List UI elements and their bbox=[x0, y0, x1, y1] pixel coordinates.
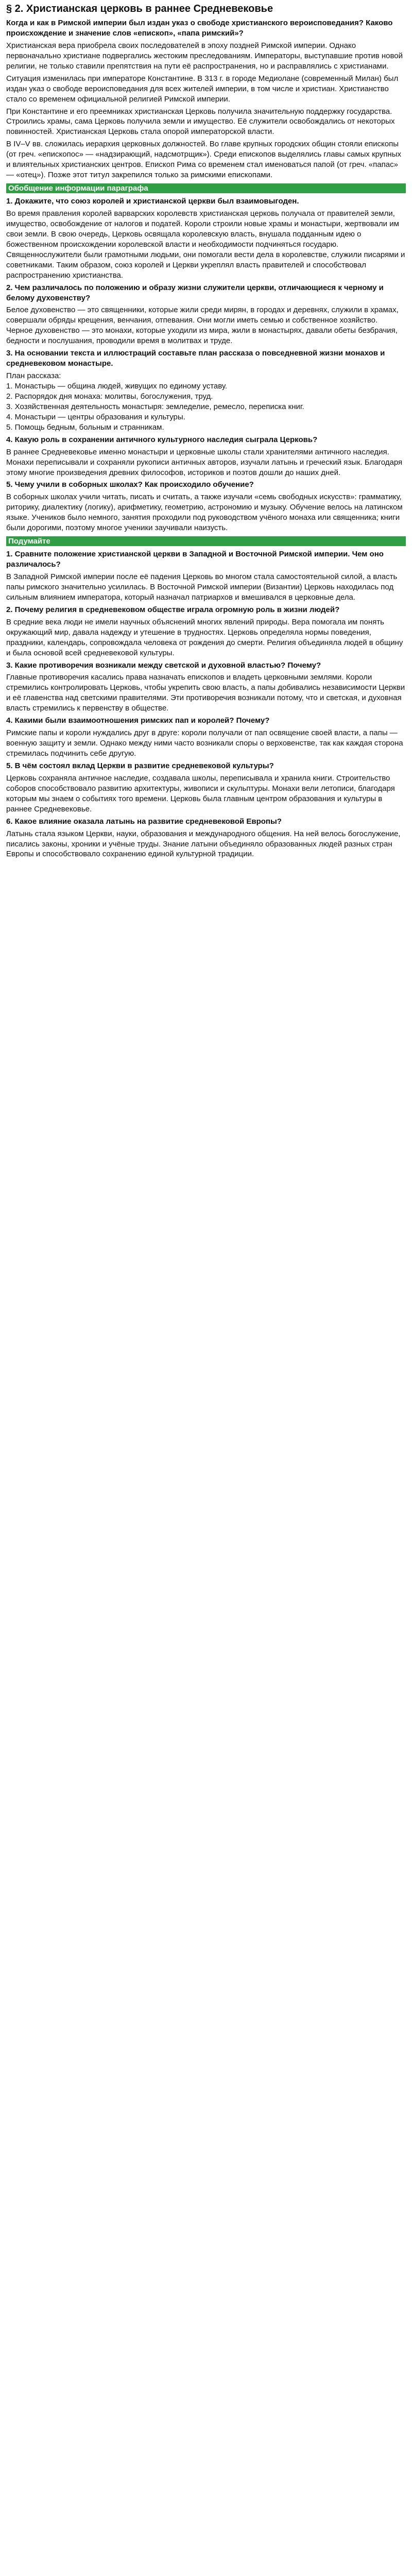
question: 1. Докажите, что союз королей и христианской церкви был взаимовыгоден. bbox=[6, 197, 299, 206]
answer: В средние века люди не имели научных объяснений многих явлений природы. Вера помогала им понять окружающий мир, давала надежду и утешение в трудностях. Церковь определяла нормы поведения, праздники, календарь, сопровождала человека от рождения до смерти. Религия объединяла людей в общину и была основой всей средневековой культуры. bbox=[6, 617, 403, 657]
question: 5. Чему учили в соборных школах? Как происходило обучение? bbox=[6, 480, 254, 489]
intro-section bbox=[6, 18, 406, 180]
question: 3. На основании текста и иллюстраций составьте план рассказа о повседневной жизни монахов и средневековом монастыре. bbox=[6, 349, 385, 368]
main-section bbox=[6, 196, 406, 533]
paragraph: При Константине и его преемниках христианская Церковь получила значительную поддержку государства. Строились храмы, сама Церковь получила земли и имущество. Её служители освобождались от некоторых повинностей. Христианская Церковь стала опорой императорской власти. bbox=[6, 107, 395, 137]
question: 4. Какими были взаимоотношения римских пап и королей? Почему? bbox=[6, 716, 270, 725]
discussion-section bbox=[6, 549, 406, 859]
question: 2. Чем различалось по положению и образу жизни служители церкви, отличающиеся к черному и белому духовенству? bbox=[6, 283, 384, 302]
paragraph: В IV–V вв. сложилась иерархия церковных должностей. Во главе крупных городских общин стояли епископы (от греч. «епископос» — «надзирающий, надсмотрщик»). Среди епископов выделялись главы самых крупных и влиятельных христианских центров. Епископ Рима со временем стал именоваться папой (от греч. «папас» — «отец»). Позже этот титул закрепился только за римскими епископами. bbox=[6, 140, 401, 180]
paragraph: Ситуация изменилась при императоре Константине. В 313 г. в городе Медиолане (современный Милан) был издан указ о свободе вероисповедания для всех жителей империи, в том числе и христиан. Христианство стало со временем официальной религией Римской империи. bbox=[6, 74, 399, 104]
paragraph: Христианская вера приобрела своих последователей в эпоху поздней Римской империи. Однако первоначально христиане подвергались жестоким преследованиям. Императоры, выступавшие против новой религии, не только ставили препятствия на пути её распространения, но и расправлялись с христианами. bbox=[6, 41, 403, 71]
answer: В Западной Римской империи после её падения Церковь во многом стала самостоятельной силой, а власть папы римского значительно усилилась. В Восточной Римской империи (Византии) Церковь находилась под сильным влиянием императора, который назначал патриархов и вмешивался в церковные дела. bbox=[6, 572, 398, 602]
answer: В раннее Средневековье именно монастыри и церковные школы стали хранителями античного наследия. Монахи переписывали и сохраняли рукописи античных авторов, изучали латынь и греческий язык. Благодаря этому многие произведения древних философов, историков и поэтов дошли до наших дней. bbox=[6, 447, 403, 477]
page bbox=[0, 0, 412, 868]
question: 5. В чём состоял вклад Церкви в развитие средневековой культуры? bbox=[6, 761, 274, 770]
section-subhead: Обобщение информации параграфа bbox=[6, 183, 406, 193]
section-subhead: Подумайте bbox=[6, 536, 406, 546]
answer: В соборных школах учили читать, писать и считать, а также изучали «семь свободных искусств»: грамматику, риторику, диалектику (логику), арифметику, геометрию, астрономию и музыку. Обучение велось на латинском языке. Учеников было немного, занятия проходили под руководством учёного монаха или священника; книги были дорогими, поэтому многое ученики заучивали наизусть. bbox=[6, 493, 403, 533]
answer: План рассказа: 1. Монастырь — община людей, живущих по единому уставу. 2. Распорядок дня монаха: молитвы, богослужения, труд. 3. Хозяйственная деятельность монастыря: земледелие, ремесло, переписка книг. 4. Монастыри — центры образования и культуры. 5. Помощь бедным, больным и странникам. bbox=[6, 371, 304, 432]
page-title: § 2. Христианская церковь в раннее Средневековье bbox=[6, 3, 273, 14]
answer: Во время правления королей варварских королевств христианская церковь получала от правителей земли, имущество, освобождение от налогов и податей. Короли строили новые храмы и монастыри, жертвовали им свои земли. В свою очередь, Церковь освящала королевскую власть, внушала подданным идею о божественном происхождении королевской власти и необходимости подчиняться государю. Священнослужители были грамотными людьми, они помогали вести дела в королевстве, служили писарями и советниками. Таким образом, союз королей и Церкви укреплял власть правителей и способствовал распространению христианства. bbox=[6, 209, 405, 280]
answer: Римские папы и короли нуждались друг в друге: короли получали от пап освящение своей власти, а папы — военную защиту и земли. Однако между ними часто возникали споры о верховенстве, так как каждая сторона стремилась подчинить себе другую. bbox=[6, 728, 403, 758]
question: 2. Почему религия в средневековом обществе играла огромную роль в жизни людей? bbox=[6, 605, 340, 614]
question: 3. Какие противоречия возникали между светской и духовной властью? Почему? bbox=[6, 660, 321, 670]
intro-question: Когда и как в Римской империи был издан указ о свободе христианского вероисповедания? Каково происхождение и значение слов «епископ», «папа римский»? bbox=[6, 19, 393, 38]
question: 4. Какую роль в сохранении античного культурного наследия сыграла Церковь? bbox=[6, 435, 318, 444]
answer: Латынь стала языком Церкви, науки, образования и международного общения. На ней велось богослужение, писались законы, хроники и учёные труды. Знание латыни объединяло образованных людей разных стран Европы и способствовало сохранению единой культурной традиции. bbox=[6, 829, 401, 859]
question: 1. Сравните положение христианской церкви в Западной и Восточной Римской империи. Чем оно различалось? bbox=[6, 550, 384, 569]
answer: Белое духовенство — это священники, которые жили среди мирян, в городах и деревнях, служили в храмах, совершали обряды крещения, венчания, отпевания. Они могли иметь семью и собственное хозяйство. Черное духовенство — это монахи, которые уходили из мира, жили в монастырях, давали обеты безбрачия, бедности и послушания, проводили время в молитвах и труде. bbox=[6, 306, 399, 346]
answer: Церковь сохраняла античное наследие, создавала школы, переписывала и хранила книги. Строительство соборов способствовало развитию архитектуры, живописи и скульптуры. Монахи вели летописи, благодаря которым мы знаем о событиях того времени. Церковь была главным центром образования и культуры в раннее Средневековье. bbox=[6, 773, 395, 814]
answer: Главные противоречия касались права назначать епископов и владеть церковными землями. Короли стремились контролировать Церковь, чтобы укрепить свою власть, а папы добивались независимости Церкви и её главенства над светскими правителями. Эти противоречия возникали потому, что и светская, и духовная власть стремились к первенству в обществе. bbox=[6, 673, 405, 713]
question: 6. Какое влияние оказала латынь на развитие средневековой Европы? bbox=[6, 817, 282, 826]
